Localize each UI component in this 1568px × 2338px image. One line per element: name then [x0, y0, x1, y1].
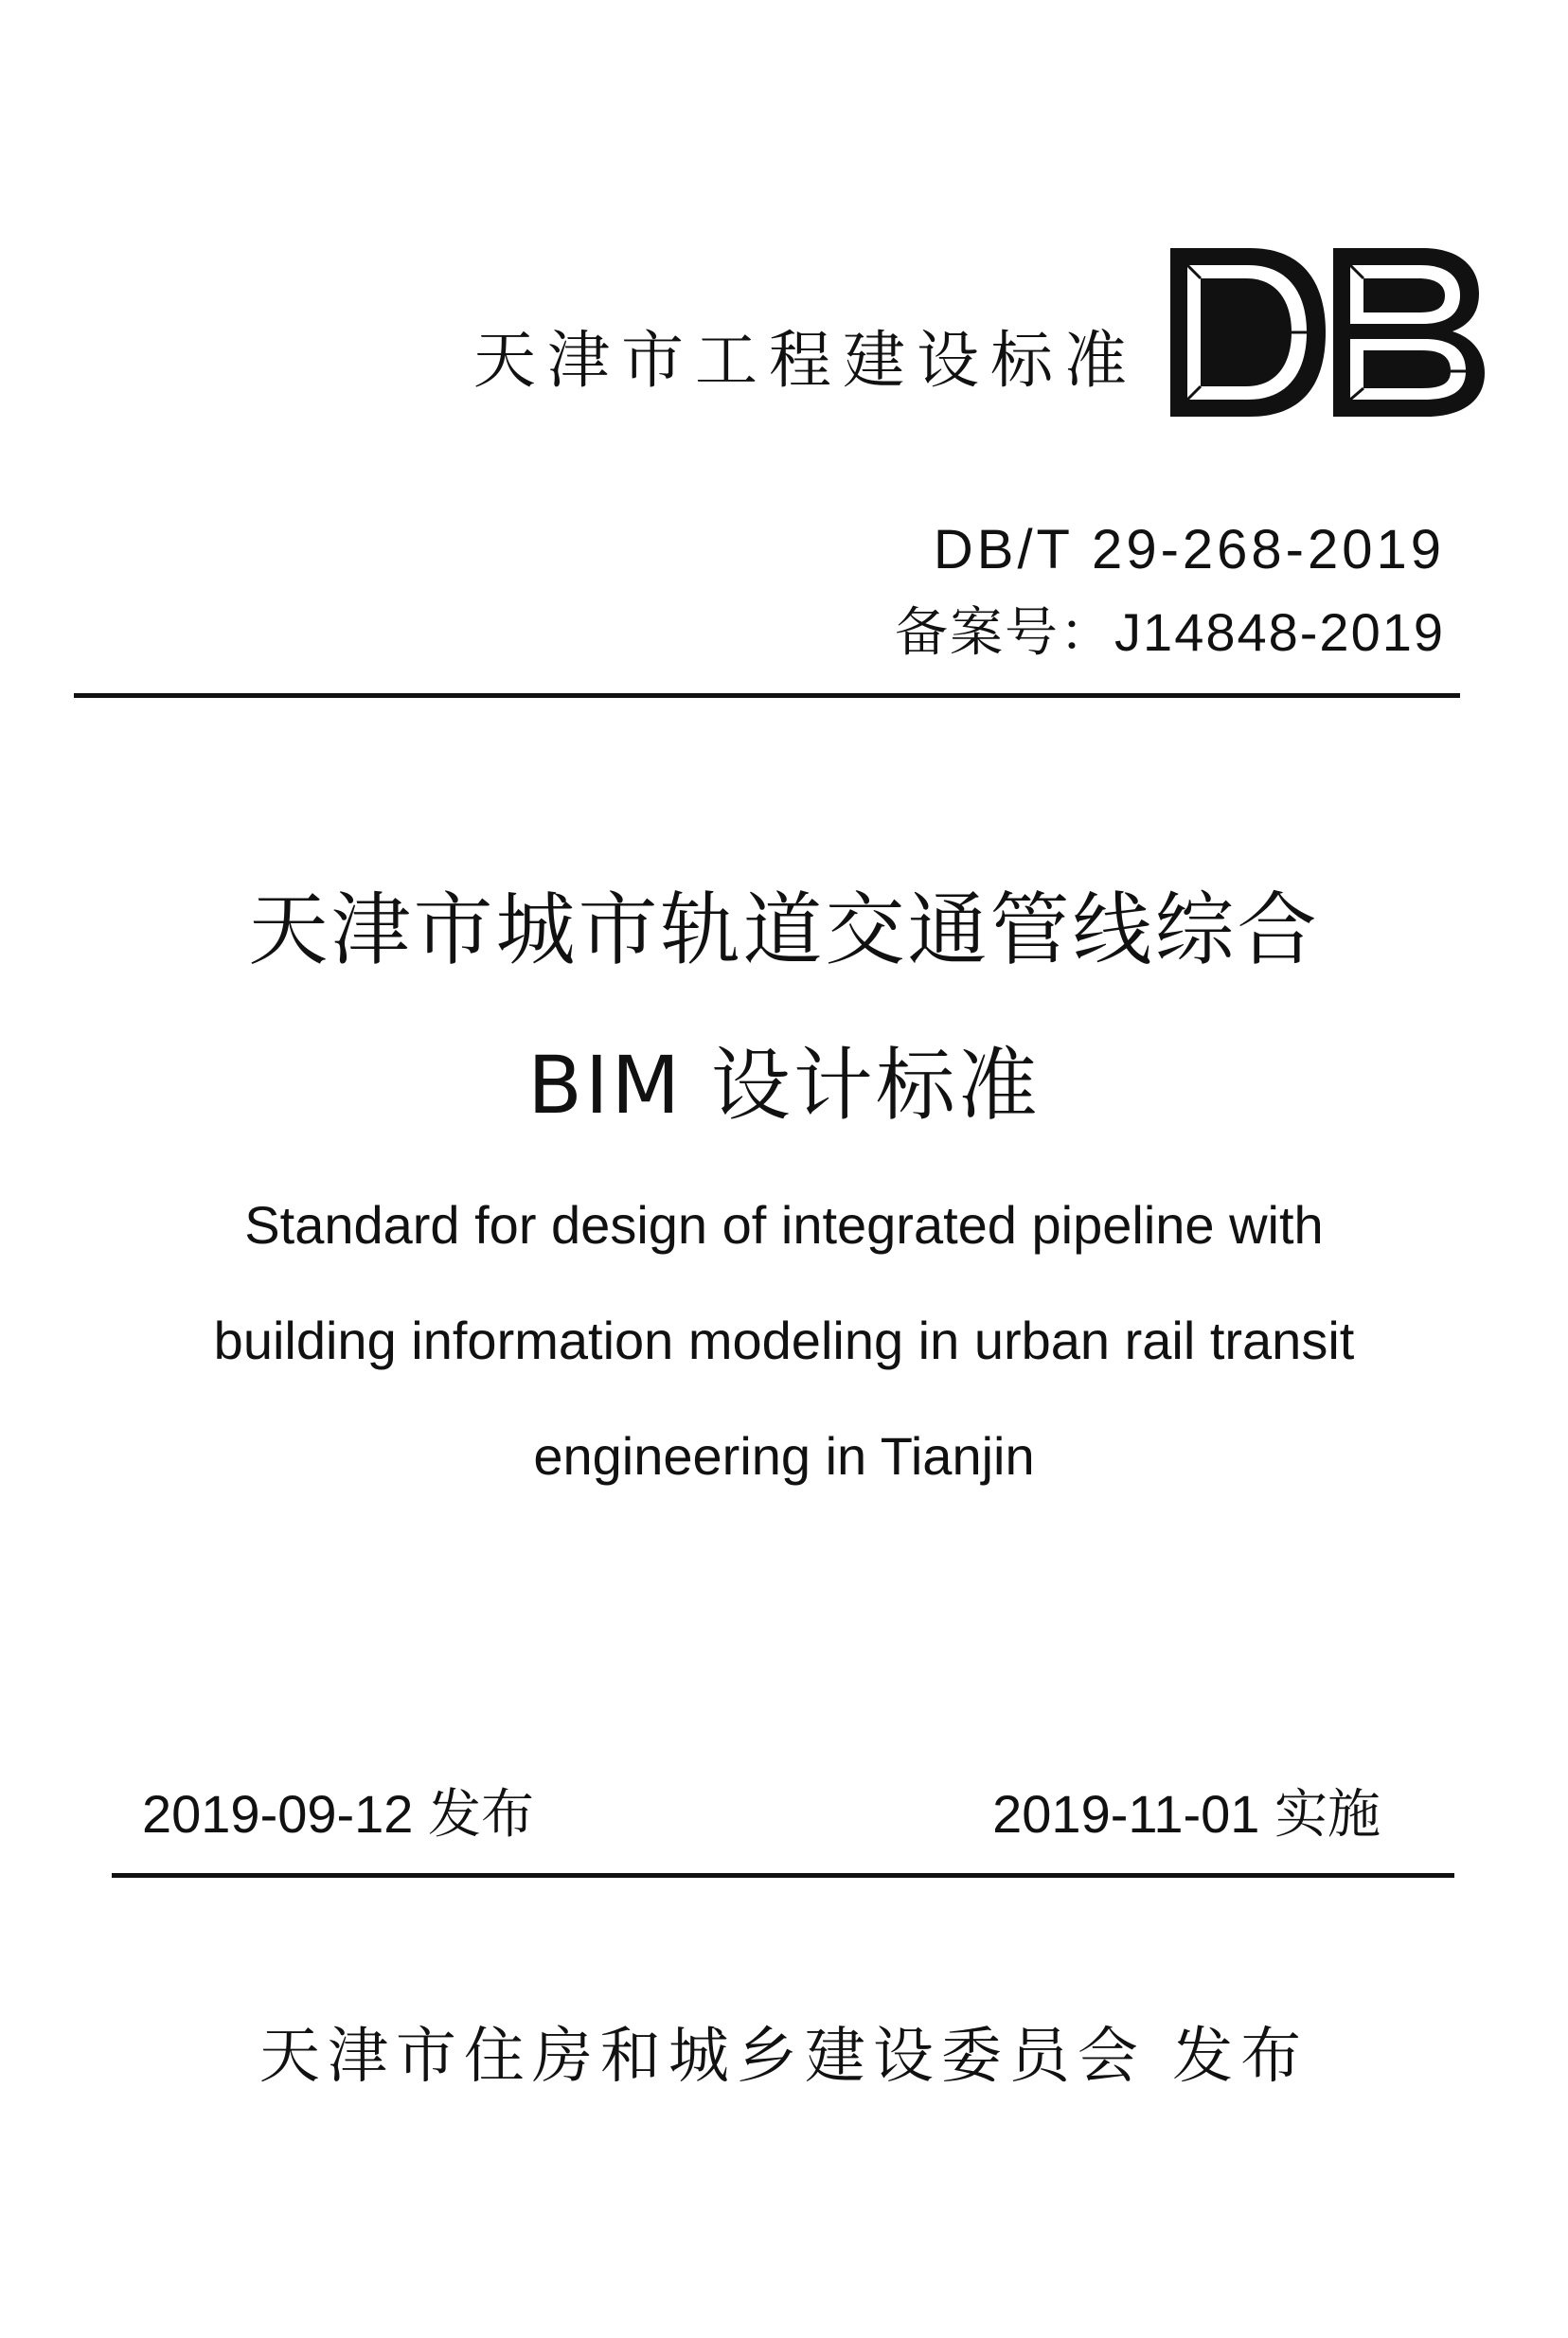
issue-date: 2019-09-12 发布 — [142, 1784, 535, 1844]
publisher: 天津市住房和城乡建设委员会 发布 — [258, 2022, 1310, 2092]
title-en-line-1: Standard for design of integrated pipeline with — [244, 1195, 1324, 1255]
title-en-line-2: building information modeling in urban rail transit — [213, 1311, 1355, 1370]
title-zh-line-2: BIM 设计标准 — [527, 1039, 1041, 1132]
standard-number: DB/T 29-268-2019 — [933, 519, 1445, 580]
db-logo — [1167, 244, 1488, 420]
implementation-date: 2019-11-01 实施 — [992, 1784, 1381, 1844]
title-zh-line-1: 天津市城市轨道交通管线综合 — [248, 883, 1320, 976]
series-title: 天津市工程建设标准 — [473, 324, 1138, 397]
title-en-line-3: engineering in Tianjin — [533, 1426, 1035, 1486]
record-number: 备案号：J14848-2019 — [895, 602, 1445, 662]
bottom-divider — [112, 1873, 1454, 1878]
top-divider — [74, 693, 1460, 698]
